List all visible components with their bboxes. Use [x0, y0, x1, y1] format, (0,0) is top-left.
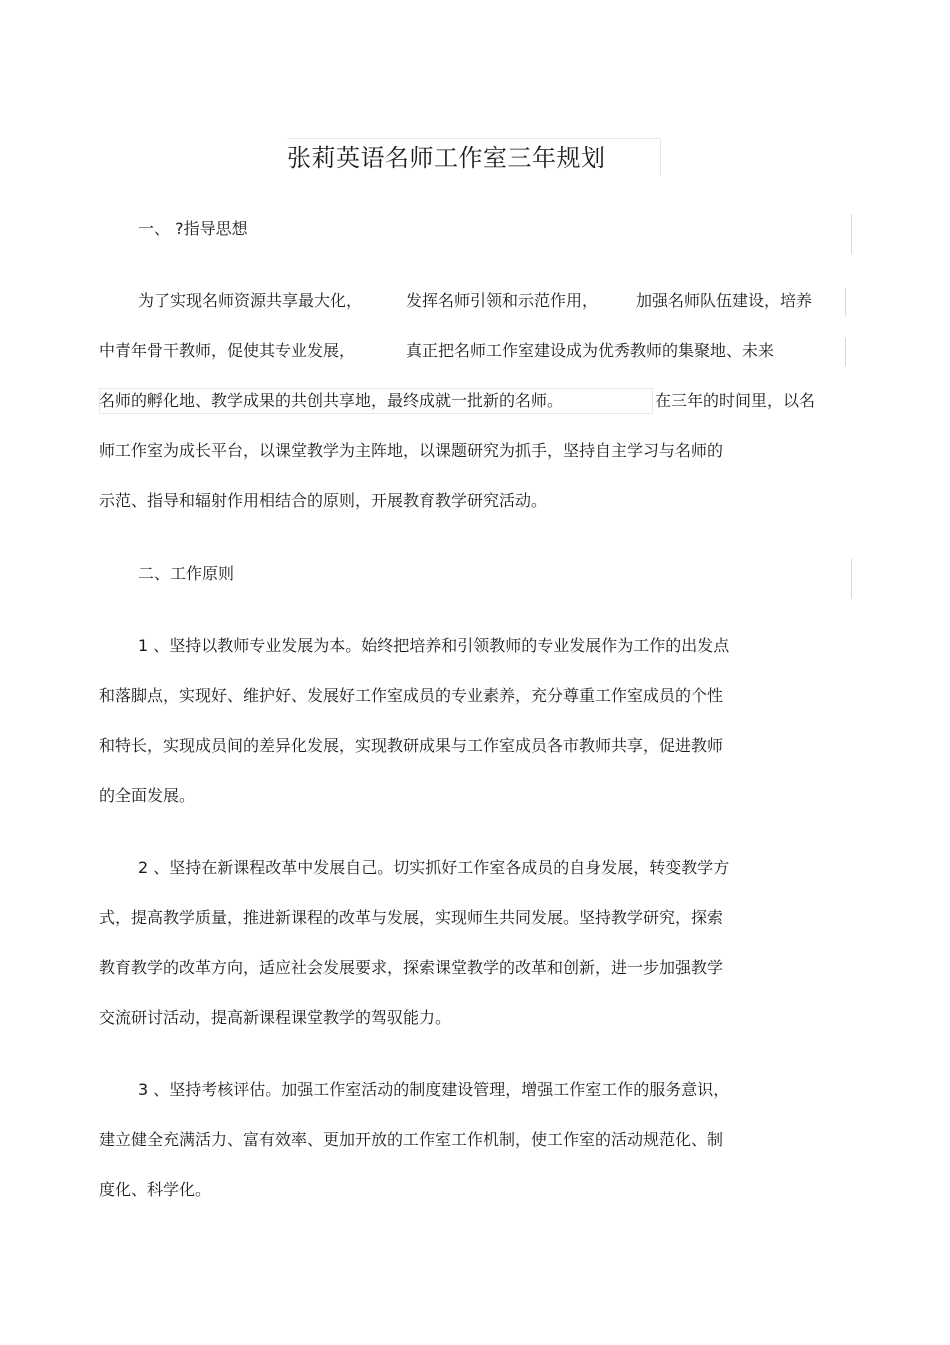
- paragraph-line: [99, 340, 839, 362]
- paragraph-line: 和特长，实现成员间的差异化发展，实现教研成果与工作室成员各市教师共享，促进教师: [99, 736, 724, 755]
- document-title: 张莉英语名师工作室三年规划: [287, 138, 661, 176]
- section-heading-guiding-ideology: 一、 ?指导思想: [138, 219, 248, 238]
- text-segment: 名师的孵化地、教学成果的共创共享地，最终成就一批新的名师。: [99, 391, 564, 410]
- margin-mark: [851, 559, 852, 599]
- paragraph-line: 建立健全充满活力、富有效率、更加开放的工作室工作机制，使工作室的活动规范化、制: [99, 1130, 724, 1149]
- text-segment: 加强名师队伍建设，培养: [636, 291, 813, 310]
- margin-mark: [845, 338, 846, 366]
- paragraph-line: [138, 290, 838, 312]
- paragraph-line: 的全面发展。: [99, 786, 196, 805]
- paragraph-line: 1 、坚持以教师专业发展为本。始终把培养和引领教师的专业发展作为工作的出发点: [138, 636, 730, 655]
- paragraph-line: 教育教学的改革方向，适应社会发展要求，探索课堂教学的改革和创新，进一步加强教学: [99, 958, 724, 977]
- paragraph-line: 示范、指导和辐射作用相结合的原则，开展教育教学研究活动。: [99, 491, 548, 510]
- text-segment: 真正把名师工作室建设成为优秀教师的集聚地、未来: [406, 341, 775, 360]
- text-segment: 为了实现名师资源共享最大化，: [138, 291, 363, 310]
- paragraph-line: 度化、科学化。: [99, 1180, 212, 1199]
- paragraph-line: 师工作室为成长平台，以课堂教学为主阵地，以课题研究为抓手，坚持自主学习与名师的: [99, 441, 724, 460]
- paragraph-line: 3 、坚持考核评估。加强工作室活动的制度建设管理，增强工作室工作的服务意识，: [138, 1080, 730, 1099]
- text-segment: 中青年骨干教师，促使其专业发展，: [99, 341, 356, 360]
- margin-mark: [845, 288, 846, 316]
- section-heading-work-principles: 二、工作原则: [138, 564, 235, 583]
- paragraph-line: 式，提高教学质量，推进新课程的改革与发展，实现师生共同发展。坚持教学研究，探索: [99, 908, 724, 927]
- paragraph-line: 和落脚点，实现好、维护好、发展好工作室成员的专业素养，充分尊重工作室成员的个性: [99, 686, 724, 705]
- paragraph-line: 交流研讨活动，提高新课程课堂教学的驾驭能力。: [99, 1008, 452, 1027]
- text-segment: 在三年的时间里，以名: [655, 391, 816, 410]
- margin-mark: [851, 214, 852, 254]
- paragraph-line: [99, 390, 839, 412]
- paragraph-line: 2 、坚持在新课程改革中发展自己。切实抓好工作室各成员的自身发展，转变教学方: [138, 858, 730, 877]
- text-segment: 发挥名师引领和示范作用，: [406, 291, 599, 310]
